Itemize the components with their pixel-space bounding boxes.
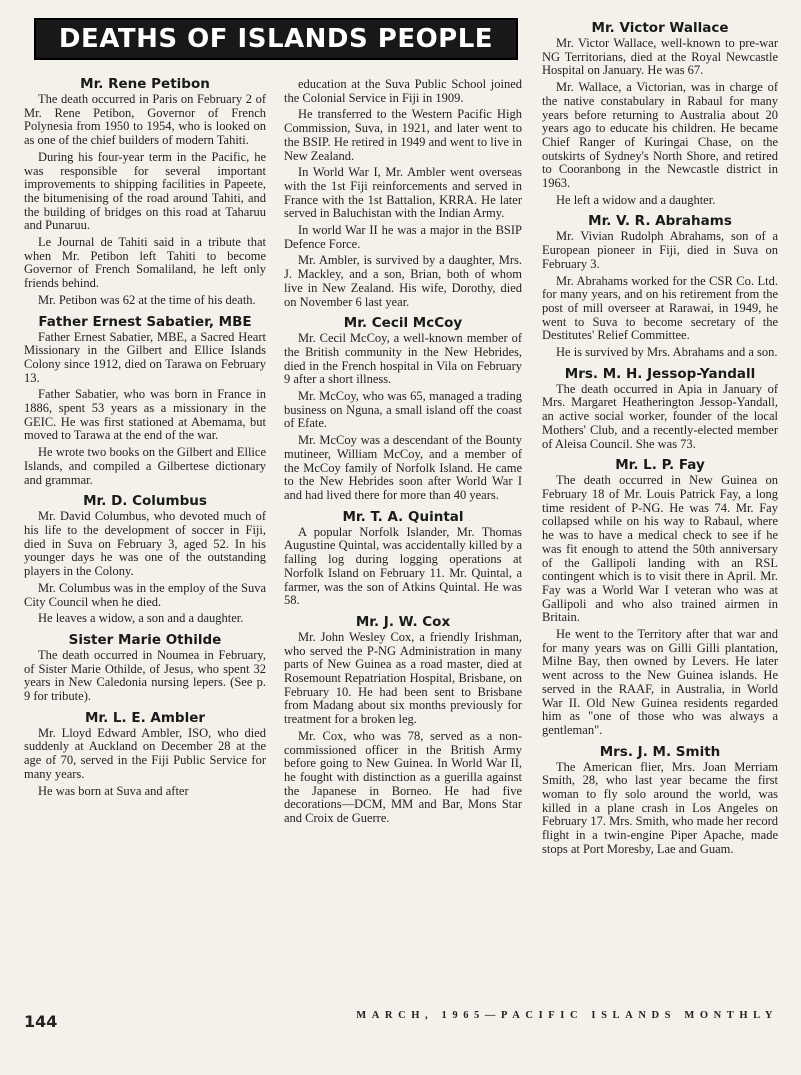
obituary-heading: Mr. T. A. Quintal [342, 508, 464, 525]
obituary-entry [542, 366, 778, 452]
obituary-heading: Sister Marie Othilde [68, 631, 222, 648]
obituary-paragraph: In world War II he was a major in the BSIP Defence Force. [284, 223, 522, 251]
obituary-heading: Mr. L. E. Ambler [84, 709, 206, 726]
obituary-paragraph: Mr. Columbus was in the employ of the Suva City Council when he died. [24, 580, 266, 609]
obituary-paragraph: A popular Norfolk Islander, Mr. Thomas Augustine Quintal, was accidentally killed by a falling log during logging operations at Norfolk Island on February 11. Mr. Quintal, a farmer, was the son of Atkins Quintal. He was 58. [284, 524, 522, 608]
section-banner: DEATHS OF ISLANDS PEOPLE [34, 18, 518, 60]
column-left [24, 76, 266, 804]
obituary-paragraph: Mr. Cecil McCoy, a well-known member of the British community in the New Hebrides, died in the French hospital in Vila on February 9 after a short illness. [284, 331, 522, 387]
obituary-paragraph: Mr. David Columbus, who devoted much of his life to the development of soccer in Fiji, died in Suva on February 3, aged 52. In his younger days he was one of the outstanding players in the Colony. [24, 509, 266, 579]
obituary-paragraph: The death occurred in New Guinea on February 18 of Mr. Louis Patrick Fay, a long time resident of P-NG. He was 74. Mr. Fay collapsed while on his way to Rabaul, where he was to have a medical check to see if he was fit enough to attend the 50th anniversary of the Gallipoli landing with an RSL contingent which is to visit there in April. Mr. Fay was a World War I veteran who was at Gallipoli and who also trained airmen in Britain. [542, 473, 778, 625]
obituary-paragraph: The American flier, Mrs. Joan Merriam Smith, 28, who last year became the first woman to fly solo around the world, was killed in a plane crash in Los Angeles on February 17. Mrs. Smith, who made her record flight in a twin-engine Piper Apache, made stops at Port Moresby, Lae and Guam. [542, 759, 778, 856]
obituary-heading: Mr. Victor Wallace [591, 20, 729, 36]
obituary-entry [542, 457, 778, 737]
obituary-paragraph: Mr. John Wesley Cox, a friendly Irishman, who served the P-NG Administration in many parts of New Guinea as a road master, died at Rosemount Repatriation Hospital, Brisbane, on February 10. He had been sent to Brisbane from Madang about six months previously for treatment for a broken leg. [284, 629, 522, 727]
obituary-paragraph: Mr. Abrahams worked for the CSR Co. Ltd. for many years, and on his retirement from the post of mill overseer at Rarawai, in 1949, he went to Suva to become secretary of the Destitutes' Relief Committee. [542, 273, 778, 343]
obituary-paragraph: Father Ernest Sabatier, MBE, a Sacred Heart Missionary in the Gilbert and Ellice Islands Colony since 1912, died on Tarawa on February 13. [24, 329, 266, 385]
obituary-entry [24, 493, 266, 626]
obituary-paragraph: Mr. Vivian Rudolph Abrahams, son of a European pioneer in Fiji, died in Suva on February 3. [542, 229, 778, 271]
page-footer [24, 1010, 778, 1040]
obituary-entry [24, 632, 266, 704]
obituary-paragraph: Mr. Lloyd Edward Ambler, ISO, who died suddenly at Auckland on December 28 at the age of 70, served in the Fiji Public Service for many years. [24, 725, 266, 781]
obituary-heading: Mr. L. P. Fay [615, 457, 705, 474]
obituary-heading: Mr. J. W. Cox [355, 613, 451, 630]
obituary-paragraph: The death occurred in Paris on February 2 of Mr. Rene Petibon, Governor of French Polynesia from 1950 to 1954, who is looked on as one of the chief builders of modern Tahiti. [24, 92, 266, 148]
obituary-paragraph: In World War I, Mr. Ambler went overseas with the 1st Fiji reinforcements and served in France with the 1st Battalion, KRRA. He later served in Baluchistan with the Indian Army. [284, 165, 522, 221]
obituary-paragraph: Mr. Cox, who was 78, served as a non-commissioned officer in the British Army before going to New Guinea. In World War II, he fought with distinction as a guerilla against the Japanese in Borneo. He had five decorations—DCM, MM and Bar, Mons Star and Croix de Guerre. [284, 728, 522, 826]
obituary-paragraph: During his four-year term in the Pacific, he was responsible for several important improvements to shipping facilities in Papeete, the bitumenising of the road around Tahiti, and the building of bridges on this road at Taharuu and Punaruu. [24, 149, 266, 233]
obituary-entry [284, 509, 522, 608]
obituary-paragraph: Mr. McCoy, who was 65, managed a trading business on Nguna, a small island off the coast of Efate. [284, 389, 522, 431]
obituary-entry [284, 315, 522, 502]
obituary-paragraph: He was born at Suva and after [38, 783, 189, 798]
obituary-heading: Mrs. M. H. Jessop-Yandall [564, 365, 756, 382]
obituary-entry [284, 78, 522, 309]
obituary-paragraph: Mr. Victor Wallace, well-known to pre-war NG Territorians, died at the Royal Newcastle Hospital on January. He was 67. [542, 36, 778, 78]
obituary-heading: Mrs. J. M. Smith [599, 743, 721, 760]
obituary-paragraph: He leaves a widow, a son and a daughter. [38, 611, 244, 626]
obituary-paragraph: Mr. McCoy was a descendant of the Bounty mutineer, William McCoy, and a member of the McCoy family of Norfolk Island. He came to the New Hebrides soon after World War I and had lived there for more than 40 years. [284, 433, 522, 502]
obituary-heading: Father Ernest Sabatier, MBE [38, 313, 252, 330]
obituary-paragraph: Mr. Ambler, is survived by a daughter, Mrs. J. Mackley, and a son, Brian, both of whom live in New Zealand. His wife, Dorothy, died on November 6 last year. [284, 253, 522, 309]
obituary-paragraph: The death occurred in Noumea in February, of Sister Marie Othilde, of Jesus, who spent 32 years in New Caledonia nursing lepers. (See p. 9 for tribute). [24, 647, 266, 704]
obituary-entry [542, 20, 778, 207]
obituary-paragraph: Mr. Petibon was 62 at the time of his death. [38, 292, 256, 307]
obituary-heading: Mr. Cecil McCoy [343, 315, 463, 332]
obituary-paragraph: education at the Suva Public School joined the Colonial Service in Fiji in 1909. [284, 77, 522, 105]
obituary-paragraph: Father Sabatier, who was born in France in 1886, spent 53 years as a missionary in the GEIC. He was first stationed at Abemama, but moved to Tarawa at the end of the war. [24, 387, 266, 443]
obituary-entry [542, 744, 778, 857]
obituary-paragraph: He left a widow and a daughter. [556, 192, 716, 207]
obituary-paragraph: Mr. Wallace, a Victorian, was in charge of the native constabulary in Rabaul for many years before returning to Australia about 20 years ago to educate his children. He became Chief Ranger of Kuringai Chase, on the outskirts of Sydney's North Shore, and retired to Cooranbong in the Newcastle district in 1963. [542, 80, 778, 191]
obituary-heading: Mr. Rene Petibon [80, 76, 210, 92]
obituary-paragraph: The death occurred in Apia in January of Mrs. Margaret Heatherington Jessop-Yandall, an active social worker, founder of the local Mothers' Club, and a recently-elected member of Aleisa Council. She was 73. [542, 381, 778, 451]
running-head: MARCH, 1965—PACIFIC ISLANDS MONTHLY [356, 1010, 778, 1021]
obituary-entry [542, 213, 778, 359]
obituary-paragraph: He went to the Territory after that war and for many years was on Gilli Gilli plantation, Milne Bay, then owned by Levers. He later went across to the New Guinea islands. He served in the RAAF, in Australia, in World War II. Old New Guinea residents regarded him as "one of those who was always a gentleman". [542, 627, 778, 737]
obituary-paragraph: Le Journal de Tahiti said in a tribute that when Mr. Petibon left Tahiti to become Governor of French Somaliland, he left only friends behind. [24, 235, 266, 291]
obituary-entry [284, 614, 522, 826]
obituary-entry [24, 710, 266, 799]
obituary-paragraph: He is survived by Mrs. Abrahams and a son. [556, 345, 778, 360]
page-number: 144 [24, 1012, 58, 1031]
column-right [542, 20, 778, 863]
obituary-heading: Mr. V. R. Abrahams [588, 213, 732, 230]
column-middle [284, 78, 522, 832]
obituary-entry [24, 76, 266, 308]
obituary-paragraph: He wrote two books on the Gilbert and Ellice Islands, and compiled a Gilbertese dictionary and grammar. [24, 445, 266, 487]
obituary-entry [24, 314, 266, 488]
obituary-heading: Mr. D. Columbus [83, 493, 207, 510]
obituary-paragraph: He transferred to the Western Pacific High Commission, Suva, in 1921, and later went to the BSIP. He retired in 1949 and went to live in New Zealand. [284, 107, 522, 163]
